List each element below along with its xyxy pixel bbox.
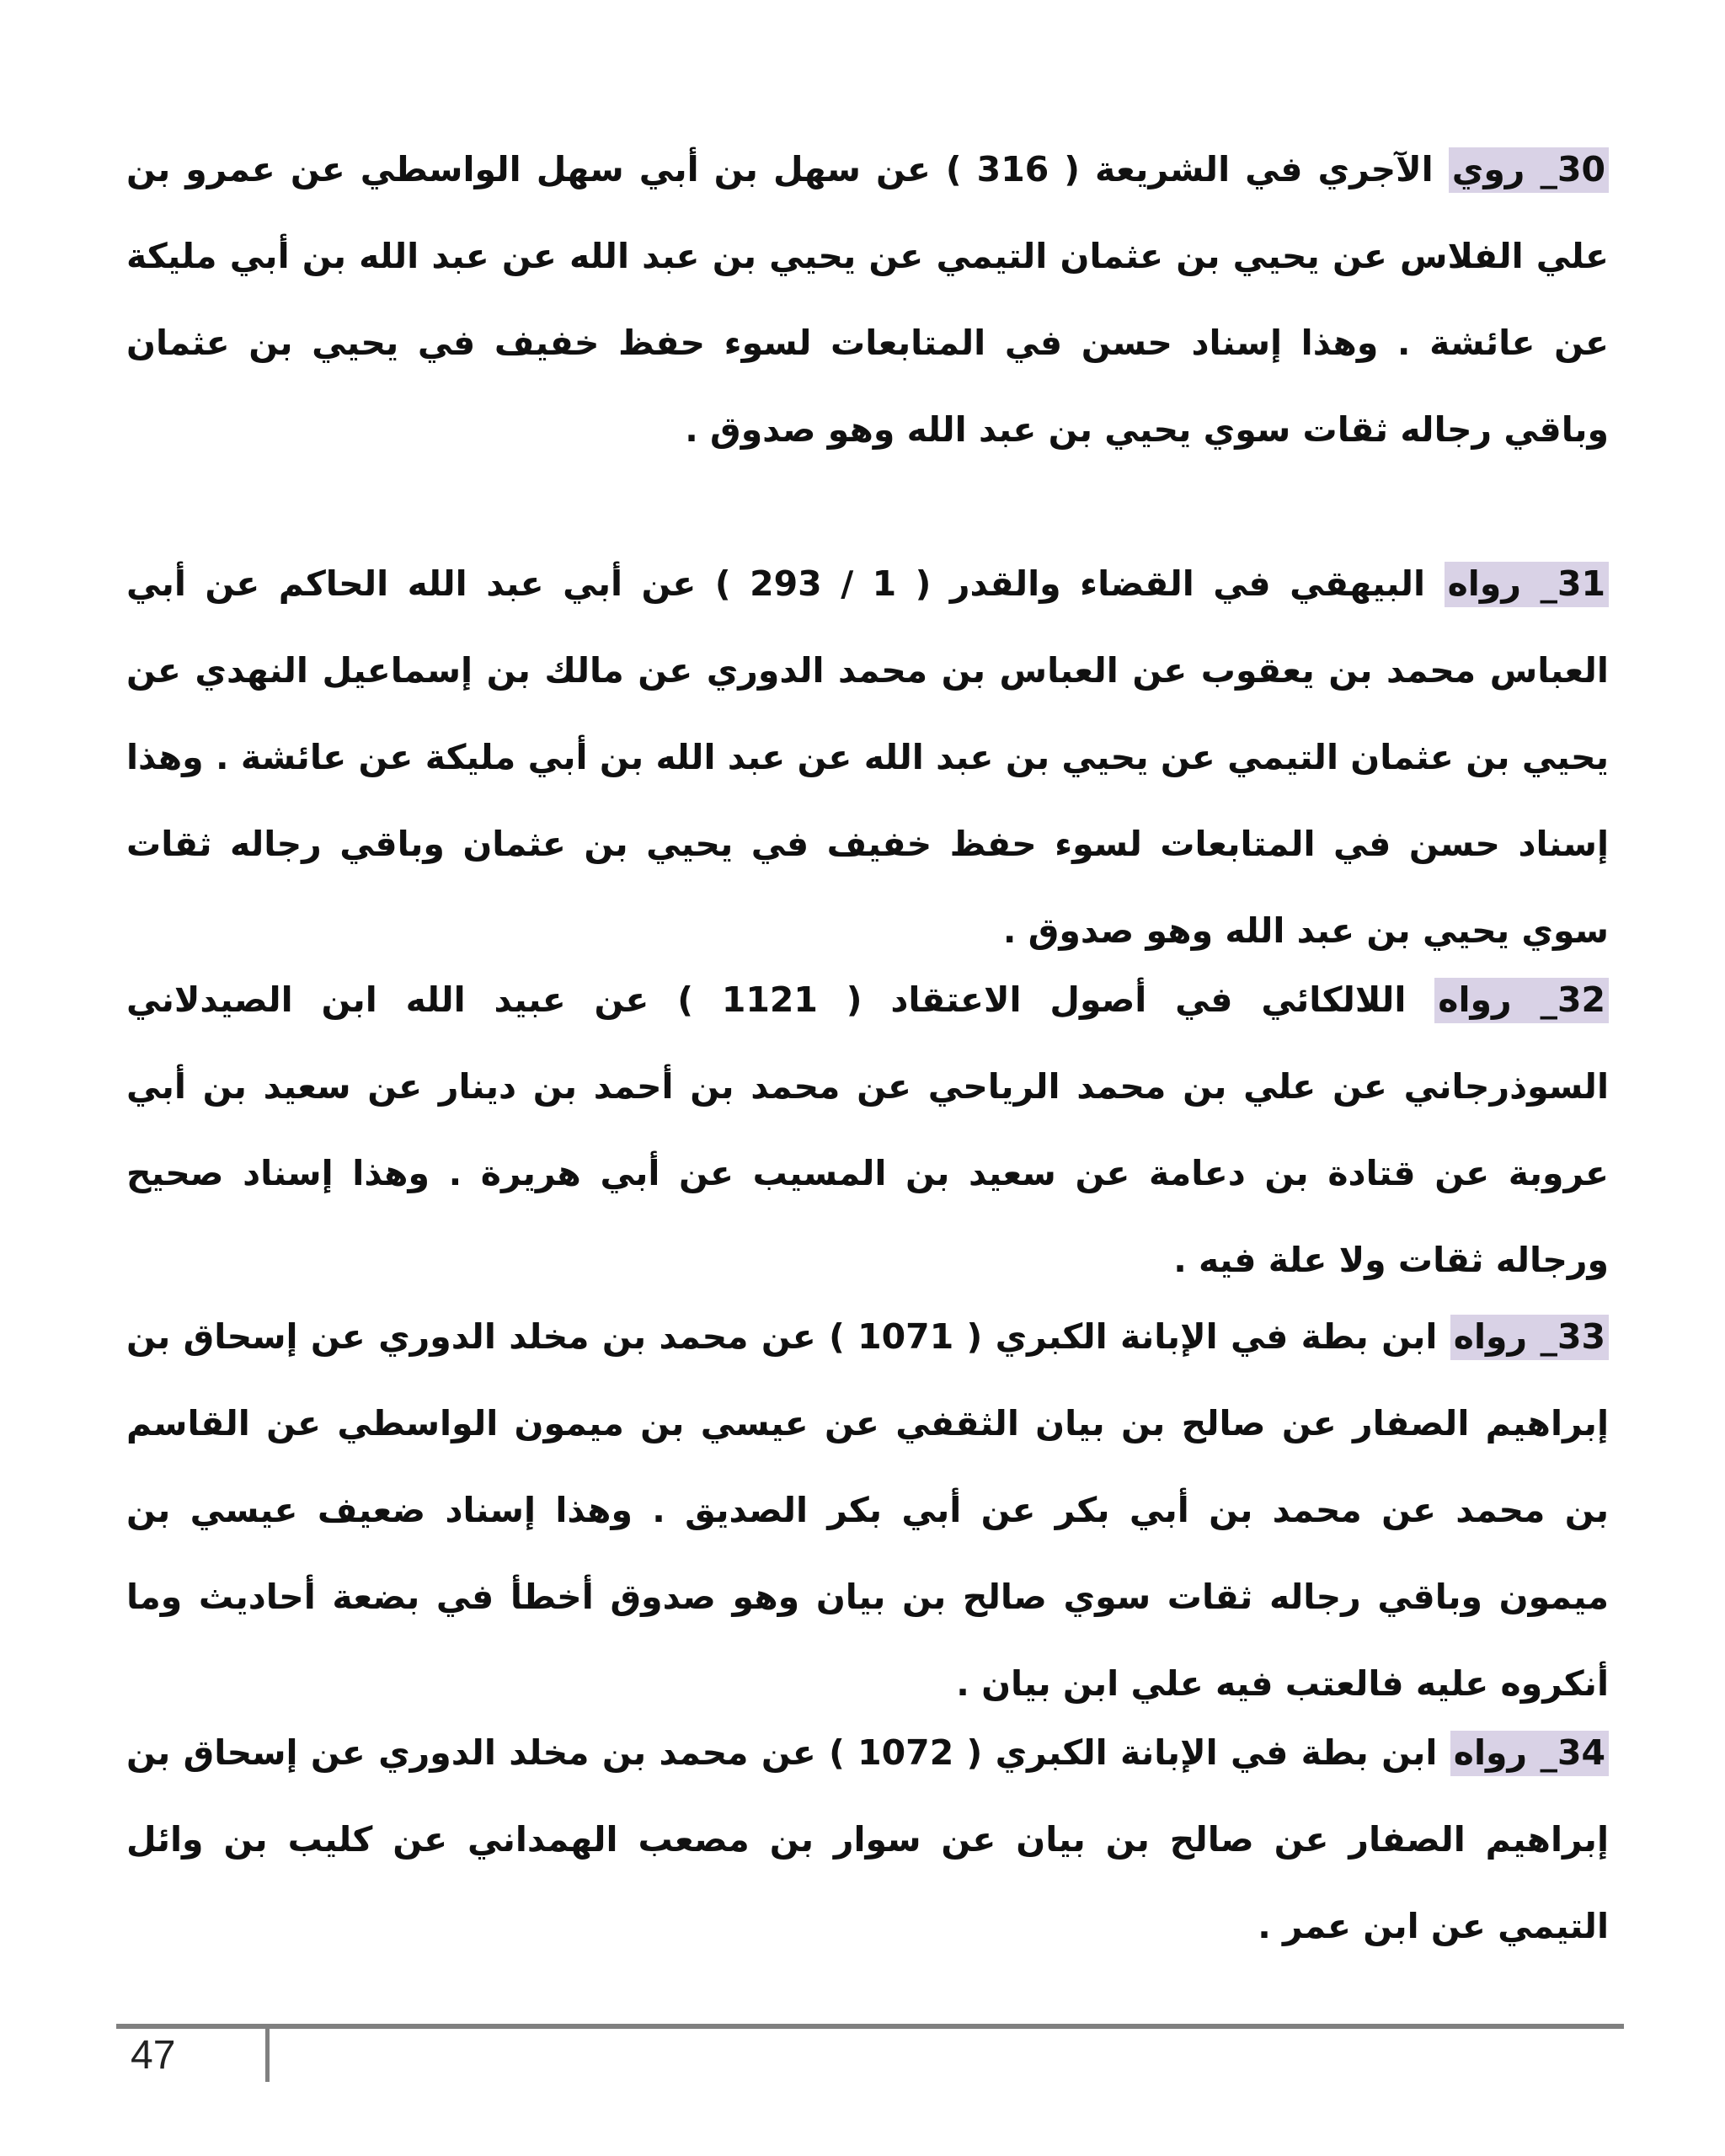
hadith-entry-33 <box>126 1294 1609 1727</box>
entry-number: 34_ <box>1540 1732 1605 1773</box>
entry-number-highlight <box>1450 1315 1609 1360</box>
footer-divider <box>116 2024 1624 2029</box>
hadith-entry-31 <box>126 541 1609 974</box>
entry-lead-word: روي <box>1451 149 1525 189</box>
entry-number-highlight <box>1450 1731 1609 1776</box>
hadith-entry-30 <box>126 126 1609 473</box>
entry-text: ابن بطة في الإبانة الكبري ( 1072 ) عن محمد بن مخلد الدوري عن إسحاق بن إبراهيم الصفار عن صالح بن بيان عن سوار بن مصعب الهمداني عن كليب بن وائل التيمي عن ابن عمر . <box>126 1732 1609 1946</box>
entry-number: 32_ <box>1540 979 1606 1020</box>
entry-lead-word: رواه <box>1453 1316 1528 1357</box>
entry-number: 30_ <box>1540 149 1606 189</box>
footer-tick-divider <box>265 2026 270 2082</box>
hadith-entry-34 <box>126 1710 1609 1970</box>
entry-lead-word: رواه <box>1438 979 1512 1020</box>
entry-number-highlight <box>1449 147 1609 193</box>
entry-number-highlight <box>1445 562 1609 607</box>
entry-lead-word: رواه <box>1447 563 1521 604</box>
entry-number-highlight <box>1434 978 1609 1023</box>
entry-text: الآجري في الشريعة ( 316 ) عن سهل بن أبي سهل الواسطي عن عمرو بن علي الفلاس عن يحيي بن عثمان التيمي عن يحيي بن عبد الله عن عبد الله بن أبي مليكة عن عائشة . وهذا إسناد حسن في المتابعات لسوء حفظ خفيف في يحيي بن عثمان وباقي رجاله ثقات سوي يحيي بن عبد الله وهو صدوق . <box>126 149 1609 450</box>
entry-text: البيهقي في القضاء والقدر ( 1 / 293 ) عن أبي عبد الله الحاكم عن أبي العباس محمد بن يعقوب عن العباس بن محمد الدوري عن مالك بن إسماعيل النهدي عن يحيي بن عثمان التيمي عن يحيي بن عبد الله عن عبد الله بن أبي مليكة عن عائشة . وهذا إسناد حسن في المتابعات لسوء حفظ خفيف في يحيي بن عثمان وباقي رجاله ثقات سوي يحيي بن عبد الله وهو صدوق . <box>126 563 1609 951</box>
entry-lead-word: رواه <box>1453 1732 1528 1773</box>
page-number: 47 <box>131 2033 176 2078</box>
hadith-entry-32 <box>126 957 1609 1304</box>
entry-number: 31_ <box>1540 563 1605 604</box>
entry-number: 33_ <box>1540 1316 1605 1357</box>
entry-text: اللالكائي في أصول الاعتقاد ( 1121 ) عن عبيد الله ابن الصيدلاني السوذرجاني عن علي بن محمد الرياحي عن محمد بن أحمد بن دينار عن سعيد بن أبي عروبة عن قتادة بن دعامة عن سعيد بن المسيب عن أبي هريرة . وهذا إسناد صحيح ورجاله ثقات ولا علة فيه . <box>126 979 1609 1280</box>
entry-text: ابن بطة في الإبانة الكبري ( 1071 ) عن محمد بن مخلد الدوري عن إسحاق بن إبراهيم الصفار عن صالح بن بيان الثقفي عن عيسي بن ميمون الواسطي عن القاسم بن محمد عن محمد بن أبي بكر عن أبي بكر الصديق . وهذا إسناد ضعيف عيسي بن ميمون وباقي رجاله ثقات سوي صالح بن بيان وهو صدوق أخطأ في بضعة أحاديث وما أنكروه عليه فالعتب فيه علي ابن بيان . <box>126 1316 1609 1704</box>
